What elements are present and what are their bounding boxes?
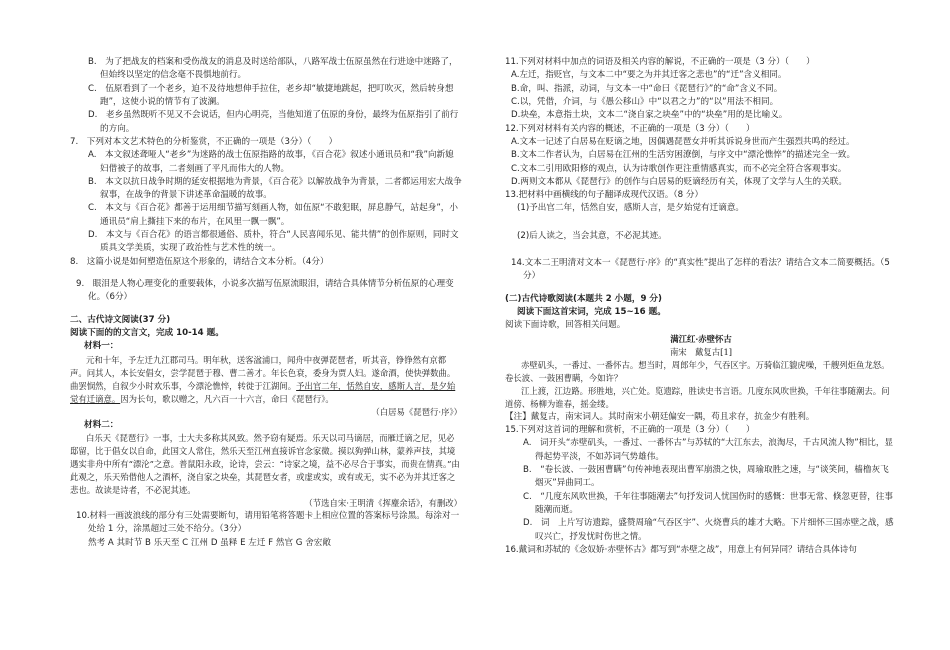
q6-option-d: D. 老乡虽然既听不见又不会说话，但内心明亮，当他知道了伍原的身份，最终为伍原指引了前行的方向。: [88, 110, 459, 134]
q13-stem: 13.把材料中画横线的句子翻译成现代汉语。（8 分）: [505, 190, 704, 201]
poem-stanza-1: 赤壁矶头，一番过、一番怀古。想当时，周郎年少，气吞区宇。万骑临江貔虎噪，千艘列炬鱼龙怒。卷长波、一鼓困曹瞒，今如许？: [505, 359, 890, 383]
material-2-text: 白乐天《琵琶行》一事，士大夫多称其风致。然予窃有疑焉。乐天以司马谪居，而雁迁谪之尼，见必邸留，比于倡女以自命，此国文人常住，然乐天至江州直接诉官念家微。摸以狗弹山林，蒙养声技，其境遇实非舟中所有“漂沦”之意。普鼠阳永政，论诗，尝云：“诗家之境，益不必尽合于事实，而贵在情真。”由此观之，乐天殆借他人之酒杯，浇自家之块垒，其琵琶女者，或虚或实，或有或无，实不必为并其迁客之悲也。故读是诗者，不必泥其迹。: [70, 432, 460, 496]
material-1-text-b: 因为长句，歌以赠之，凡六百一十六言，命曰《琵琶行》。: [120, 393, 334, 404]
q16: 16.戴词和苏轼的《念奴娇·赤壁怀古》都写到“赤壁之战”，用意上有何异同？请结合具体诗句: [505, 544, 857, 555]
q7-option-a: A. 本文叙述聋哑人“老乡”为迷路的战士伍原指路的故事，《百合花》叙述小通讯员和“我”向新媳妇借被子的故事，二者刻画了平凡而伟大的人物。: [88, 150, 454, 174]
material-1-text: [70, 354, 462, 406]
right-column: [505, 56, 897, 557]
poetry-section-subtitle: 阅读下面这首宋词，完成 15~16 题。: [517, 307, 666, 317]
section-2-title: 二、古代诗文阅读(37 分): [70, 314, 171, 325]
q11-stem: 11.下列对材料中加点的词语及相关内容的解说，不正确的一项是（3 分）（ ）: [505, 57, 815, 67]
material-1-source: （白居易《琵琶行·序》）: [371, 406, 462, 417]
q14: 14.文本二王明清对文本一《琵琶行·序》的“真实性”提出了怎样的看法？请结合文本二简要概括。（5分）: [511, 258, 890, 282]
poetry-section-title: (二)古代诗歌阅读(本题共 2 小题，9 分): [505, 293, 662, 304]
section-2-subtitle: 阅读下面的的文言文，完成 10-14 题。: [70, 327, 224, 338]
q12-stem: 12.下列对材料有关内容的概述，不正确的一项是（3 分）（ ）: [505, 123, 755, 134]
q15-stem: 15.下列对这首词的理解和赏析，不正确的一项是（3 分）（ ）: [505, 425, 755, 436]
poem-stanza-2: 江上渡，江边路。形胜地，兴亡处。览遗踪，胜读史书言语。几度东风吹世换，千年往事随潮去。问道傍、杨柳为谁春，摇金缕。: [505, 385, 890, 409]
q11-option-d: D.块垒，本意指土块，文本二“浇自家之块垒”中的“块垒”用的是比喻义。: [511, 110, 788, 121]
q12-option-d: D.两则文本都从《琵琶行》的创作与白居易的贬谪经历有关，体现了文学与人生的关联。: [511, 176, 847, 187]
poem-author: 南宋 戴复古[1]: [669, 346, 733, 357]
q7-option-d: D. 本文与《百合花》的语言都很通俗、质朴，符合“人民喜闻乐见、能共情”的创作原则，同时文质具文学美质，实现了政治性与艺术性的统一。: [88, 230, 459, 254]
q8: 8. 这篇小说是如何塑造伍原这个形象的，请结合文本分析。（4分）: [70, 256, 329, 267]
material-1-label: 材料一：: [84, 341, 119, 352]
left-column: [70, 56, 462, 550]
q7-option-b: B. 本文以抗日战争时期的延安根据地为背景，《百合花》以解放战争为背景，二者都运用宏大战争叙事，在战争的背景下讲述革命温暖的故事。: [88, 176, 462, 201]
q12-option-b: B.文本二作者认为，白居易在江州的生活穷困潦倒，与序文中“漂沦憔悴”的描述完全一致。: [511, 150, 856, 161]
material-1-text-a: 元和十年，予左迁九江郡司马。明年秋，送客湓浦口，闻舟中夜弹琵琶者，听其音，铮铮然有京都声。问其人，本长安倡女，尝学琵琶于穆、曹二善才。年长色衰，委身为贾人妇。遂命酒，使快弹数曲。曲罢悯然，自叙少小时欢乐事，今漂沦憔悴，转徙于江湖间。: [70, 354, 456, 391]
q6-option-b: B. 为了把战友的档案和受伤战友的消息及时送给部队，八路军战士伍原虽然在行进途中迷路了，但始终以坚定的信念毫不畏惧地前行。: [88, 57, 458, 81]
q10-options-line: 然考 A 其时节 B 乐天至 C 江州 D 虽释 E 左迁 F 然官 G 舍宏敞: [88, 537, 331, 548]
q15-option-c: C. “几度东风吹世换，千年往事随潮去”句抒发词人忧国伤时的感慨：世事无常、倏忽更替，往事随潮而逝。: [523, 491, 893, 515]
q15-option-a: A. 词开头“赤壁矶头，一番过、一番怀古”与苏轼的“大江东去，浪淘尽，千古风流人物”相比，显得起势平淡，不如苏词气势雄伟。: [523, 438, 894, 462]
q12-option-a: A.文本一记述了白居易在贬谪之地，因偶遇琵琶女并听其诉说身世而产生强烈共鸣的经过。: [511, 136, 855, 147]
q11-option-a: A.左迁，指贬官，与文本二中“要之为并其迁客之悲也”的“迁”含义相同。: [511, 70, 787, 81]
q11-option-b: B.命，叫、指派，动词，与文本一中“命曰《琵琶行》”的“命”含义不同。: [511, 83, 783, 94]
q15-option-d: D. 词 上片写访遗踪，盛赞周瑜“气吞区宇”、火烧曹兵的雄才大略。下片细怀三国赤壁之战，感叹兴亡，抒发忧时伤世之情。: [523, 518, 894, 542]
q15-option-b: B. “卷长波、一鼓困曹瞒”句传神地表现出曹军崩溃之快，周瑜取胜之速，与“谈笑间，樯橹灰飞烟灭”异曲同工。: [523, 464, 889, 489]
q9: 9. 眼泪是人物心理变化的重要载体，小说多次描写伍原流眼泪，请结合具体情节分析伍原的心理变化。（6分）: [76, 279, 454, 303]
material-1-underlined: 予出官二年，恬然自安，感斯人言，是夕始觉有迁谪意。: [70, 380, 456, 404]
material-2-label: 材料二：: [84, 419, 119, 430]
q7-option-c: C. 本文与《百合花》都善于运用细节描写刻画人物，如伍原“不敢犯眠，屏息静气，站起身”，小通讯员“肩上撕挂下来的布片，在风里一飘一飘”。: [88, 203, 458, 227]
poetry-section-note: 阅读下面诗歌，回答相关问题。: [505, 320, 626, 331]
material-2-source: （节选自宋·王明清《挥麈余话》，有删改）: [304, 498, 462, 509]
q13-sentence-2: (2)后人读之，当会其意，不必泥其迹。: [517, 230, 667, 241]
q11-option-c: C.以，凭借，介词，与《愚公移山》中“以君之力”的“以”用法不相同。: [511, 96, 779, 107]
q7-stem: 7. 下列对本文艺术特色的分析鉴赏，不正确的一项是（3分）（ ）: [70, 136, 338, 147]
q13-sentence-1: (1)予出官二年，恬然自安，感斯人言，是夕始觉有迁谪意。: [517, 203, 745, 214]
poem-note: 【注】戴复古，南宋词人。其时南宋小朝廷偏安一隅，苟且求存，抗金少有胜利。: [505, 411, 815, 422]
q6-option-c: C. 伍原看到了一个老乡，迫不及待地想伸手拉住，老乡却“敏捷地跳起，把叮吹灭，然后转身想跑”，这使小说的情节有了波澜。: [88, 83, 454, 107]
q12-option-c: C.文本二引用欧阳修的观点，认为诗歌创作更注重情感真实，而不必完全符合客观事实。: [511, 163, 847, 174]
q10: 10.材料一画波浪线的部分有三处需要断句，请用铅笔将答题卡上相应位置的答案标号涂黑。每涂对一处给 1 分，涂黑超过三处不给分。（3分）: [76, 511, 460, 535]
poem-title: 满江红·赤壁怀古: [670, 333, 732, 344]
